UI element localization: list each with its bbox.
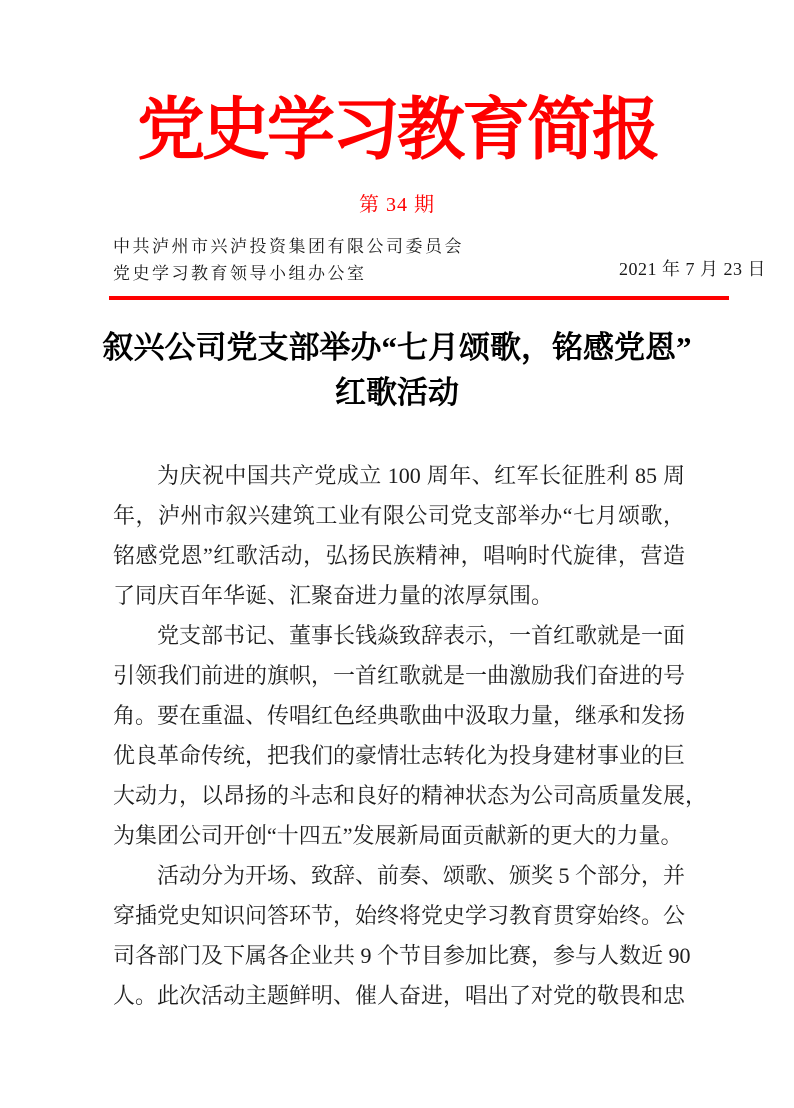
body-line: 为集团公司开创“十四五”发展新局面贡献新的更大的力量。 bbox=[113, 823, 683, 848]
org-line-2: 党史学习教育领导小组办公室 bbox=[113, 264, 367, 283]
body-line: 活动分为开场、致辞、前奏、颂歌、颁奖 5 个部分，并 bbox=[157, 863, 686, 888]
body-line: 了同庆百年华诞、汇聚奋进力量的浓厚氛围。 bbox=[113, 583, 554, 608]
issuing-org-block bbox=[113, 233, 464, 287]
body-line: 大动力，以昂扬的斗志和良好的精神状态为公司高质量发展， bbox=[113, 783, 708, 808]
article-title-line-1: 叙兴公司党支部举办“七月颂歌，铭感党恩” bbox=[102, 330, 692, 365]
masthead-divider-rule bbox=[109, 296, 729, 300]
article-title-line-2: 红歌活动 bbox=[335, 375, 459, 410]
issue-number: 第 34 期 bbox=[359, 194, 435, 216]
body-line: 人。此次活动主题鲜明、催人奋进，唱出了对党的敬畏和忠 bbox=[113, 983, 686, 1008]
body-line: 穿插党史知识问答环节，始终将党史学习教育贯穿始终。公 bbox=[113, 903, 686, 928]
masthead-title: 党史学习教育简报 bbox=[136, 92, 657, 168]
issue-date: 2021 年 7 月 23 日 bbox=[619, 259, 766, 279]
body-line: 铭感党恩”红歌活动，弘扬民族精神，唱响时代旋律，营造 bbox=[113, 543, 685, 568]
body-line: 年，泸州市叙兴建筑工业有限公司党支部举办“七月颂歌， bbox=[113, 503, 685, 528]
paragraph-3 bbox=[113, 856, 691, 1016]
body-line: 党支部书记、董事长钱焱致辞表示，一首红歌就是一面 bbox=[157, 623, 686, 648]
article-body bbox=[113, 456, 708, 1016]
article-title bbox=[0, 325, 794, 415]
paragraph-2 bbox=[113, 616, 708, 856]
org-line-1: 中共泸州市兴泸投资集团有限公司委员会 bbox=[113, 237, 464, 256]
body-line: 司各部门及下属各企业共 9 个节目参加比赛，参与人数近 90 bbox=[113, 943, 691, 968]
body-line: 优良革命传统，把我们的豪情壮志转化为投身建材事业的巨 bbox=[113, 743, 686, 768]
body-line: 为庆祝中国共产党成立 100 周年、红军长征胜利 85 周 bbox=[157, 463, 685, 488]
paragraph-1 bbox=[113, 456, 685, 616]
body-line: 角。要在重温、传唱红色经典歌曲中汲取力量，继承和发扬 bbox=[113, 703, 686, 728]
body-line: 引领我们前进的旗帜，一首红歌就是一曲激励我们奋进的号 bbox=[113, 663, 686, 688]
